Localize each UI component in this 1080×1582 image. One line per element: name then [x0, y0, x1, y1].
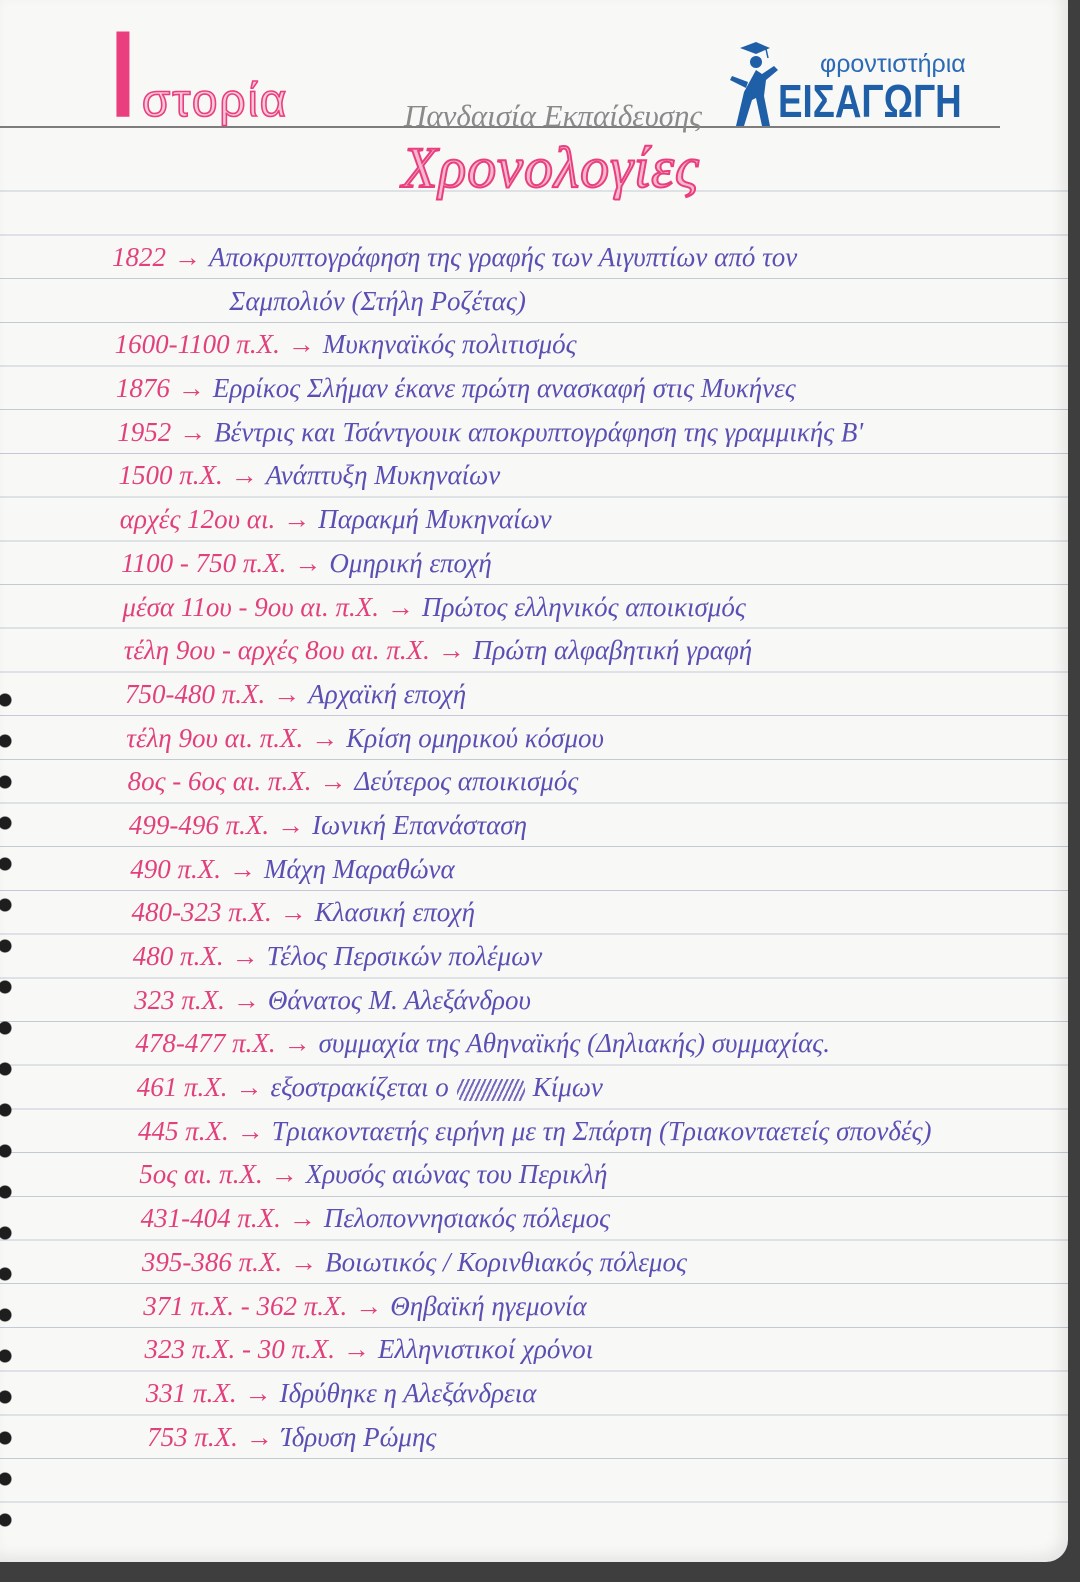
- arrow-icon: →: [277, 809, 305, 840]
- entry-date: μέσα 11ου - 9ου αι. π.Χ.: [122, 591, 380, 622]
- entry-text-after: Κίμων: [532, 1072, 603, 1103]
- entry-text: Θηβαϊκή ηγεμονία: [390, 1290, 587, 1321]
- entry-text: Ιωνική Επανάσταση: [312, 809, 528, 840]
- entry-text: Κλασική εποχή: [314, 897, 475, 928]
- timeline-entry: [0, 498, 1060, 542]
- entry-text: Δεύτερος αποικισμός: [354, 766, 579, 797]
- entry-text: Ίδρυση Ρώμης: [280, 1421, 437, 1452]
- entry-text: Χρυσός αιώνας του Περικλή: [305, 1159, 608, 1190]
- entry-date: τέλη 9ου - αρχές 8ου αι. π.Χ.: [123, 635, 430, 666]
- entry-date: αρχές 12ου αι.: [119, 504, 276, 535]
- timeline-entry: [0, 673, 1060, 717]
- arrow-icon: →: [231, 941, 259, 971]
- arrow-icon: →: [319, 766, 347, 797]
- entry-date: 1952: [117, 416, 172, 447]
- arrow-icon: →: [387, 591, 415, 622]
- arrow-icon: →: [343, 1334, 371, 1365]
- logo-small-text: φροντιστήρια: [820, 50, 966, 78]
- timeline-entry: [0, 760, 1060, 804]
- arrow-icon: →: [294, 547, 322, 578]
- timeline-entry: [0, 717, 1060, 761]
- entry-date: 323 π.Χ.: [134, 984, 225, 1015]
- entry-date: 753 π.Χ.: [147, 1421, 238, 1452]
- timeline-entry: [0, 542, 1060, 586]
- arrow-icon: →: [288, 1203, 316, 1234]
- entry-date: 1822: [112, 242, 166, 272]
- entry-text-continuation: Σαμπολιόν (Στήλη Ροζέτας): [229, 285, 526, 316]
- entry-text: Ανάπτυξη Μυκηναίων: [265, 460, 501, 491]
- entry-date: 750-480 π.Χ.: [125, 678, 266, 709]
- arrow-icon: →: [270, 1159, 298, 1190]
- timeline-entry: [0, 1066, 1060, 1110]
- timeline-entry: [0, 1110, 1060, 1154]
- arrow-icon: →: [290, 1246, 318, 1277]
- entry-text: εξοστρακίζεται ο: [270, 1072, 449, 1103]
- entry-text: Τέλος Περσικών πολέμων: [266, 941, 543, 971]
- timeline-entry: [0, 1372, 1060, 1416]
- timeline-entry: [0, 367, 1060, 411]
- entry-date: 431-404 π.Χ.: [140, 1203, 281, 1234]
- page-subtitle: Χρονολογίες: [402, 135, 700, 200]
- timeline-list: [0, 236, 1060, 1459]
- timeline-entry: [0, 891, 1060, 935]
- entry-text: Ελληνιστικοί χρόνοι: [378, 1334, 594, 1365]
- entry-date: 8ος - 6ος αι. π.Χ.: [127, 766, 312, 797]
- arrow-icon: →: [273, 678, 301, 709]
- entry-date: 499-496 π.Χ.: [128, 809, 270, 840]
- entry-text: συμμαχία της Αθηναϊκής (Δηλιακής) συμμαχίας.: [318, 1028, 830, 1059]
- timeline-entry: [0, 586, 1060, 630]
- timeline-entry: [0, 1197, 1060, 1241]
- entry-text: Αποκρυπτογράφηση της γραφής των Αιγυπτίων από τον: [209, 242, 798, 272]
- arrow-icon: →: [232, 984, 260, 1015]
- entry-text: Πρώτη αλφαβητική γραφή: [472, 635, 753, 666]
- arrow-icon: →: [355, 1290, 383, 1321]
- logo-brand-text: ΕΙΣΑΓΩΓΗ: [778, 75, 962, 127]
- arrow-icon: →: [283, 504, 311, 535]
- arrow-icon: →: [311, 722, 339, 753]
- arrow-icon: →: [230, 460, 258, 491]
- arrow-icon: →: [437, 635, 465, 666]
- entry-date: 480-323 π.Χ.: [131, 897, 272, 928]
- entry-text: Ομηρική εποχή: [329, 547, 492, 578]
- timeline-entry: [0, 848, 1060, 892]
- timeline-entry: [0, 454, 1060, 498]
- entry-text: Μάχη Μαραθώνα: [263, 853, 455, 884]
- entry-date: 478-477 π.Χ.: [135, 1028, 276, 1059]
- arrow-icon: →: [228, 853, 256, 884]
- timeline-entry: [0, 1328, 1060, 1372]
- timeline-entry: [0, 1241, 1060, 1285]
- entry-date: 331 π.Χ.: [145, 1377, 237, 1408]
- arrow-icon: →: [174, 242, 201, 272]
- arrow-icon: →: [279, 897, 307, 928]
- entry-date: 1500 π.Χ.: [118, 460, 223, 491]
- arrow-icon: →: [245, 1421, 273, 1452]
- timeline-entry: [0, 804, 1060, 848]
- entry-text: Τριακονταετής ειρήνη με τη Σπάρτη (Τριακονταετείς σπονδές): [271, 1115, 932, 1146]
- entry-text: Ιδρύθηκε η Αλεξάνδρεια: [279, 1377, 537, 1408]
- entry-text: Παρακμή Μυκηναίων: [318, 504, 552, 535]
- timeline-entry: [0, 1022, 1060, 1066]
- entry-date: 371 π.Χ. - 362 π.Χ.: [143, 1290, 348, 1321]
- timeline-entry: [0, 323, 1060, 367]
- timeline-entry: [0, 1153, 1060, 1197]
- arrow-icon: →: [244, 1377, 272, 1408]
- timeline-entry: [0, 935, 1060, 979]
- arrow-icon: →: [179, 416, 207, 447]
- printed-tagline: Πανδαισία Εκπαίδευσης: [404, 98, 702, 133]
- entry-text: Βοιωτικός / Κορινθιακός πόλεμος: [325, 1246, 687, 1277]
- page-title: Ιστορία: [106, 6, 289, 142]
- timeline-entry: [0, 979, 1060, 1023]
- entry-date: 461 π.Χ.: [136, 1072, 228, 1103]
- entry-date: 5ος αι. π.Χ.: [139, 1159, 263, 1190]
- entry-date: 1100 - 750 π.Χ.: [121, 547, 287, 578]
- timeline-entry: [0, 1416, 1060, 1460]
- entry-date: τέλη 9ου αι. π.Χ.: [126, 722, 304, 753]
- entry-text: Μυκηναϊκός πολιτισμός: [322, 329, 577, 360]
- entry-date: 323 π.Χ. - 30 π.Χ.: [144, 1334, 336, 1365]
- arrow-icon: →: [235, 1072, 263, 1103]
- entry-text: Βέντρις και Τσάντγουικ αποκρυπτογράφηση της γραμμικής Β': [214, 416, 864, 447]
- entry-date: 480 π.Χ.: [132, 941, 224, 971]
- entry-date: 1600-1100 π.Χ.: [114, 329, 280, 360]
- arrow-icon: →: [177, 373, 205, 404]
- entry-text: Αρχαϊκή εποχή: [308, 678, 467, 709]
- entry-date: 445 π.Χ.: [138, 1115, 229, 1146]
- scribble-strikeout: [457, 1079, 525, 1101]
- entry-text: Ερρίκος Σλήμαν έκανε πρώτη ανασκαφή στις Μυκήνες: [212, 373, 796, 404]
- entry-date: 395-386 π.Χ.: [141, 1246, 283, 1277]
- arrow-icon: →: [236, 1115, 264, 1146]
- timeline-entry-continuation: [0, 280, 1060, 324]
- entry-date: 490 π.Χ.: [130, 853, 221, 884]
- timeline-entry: [0, 236, 1060, 280]
- entry-text: Πελοποννησιακός πόλεμος: [323, 1203, 611, 1234]
- binding-holes: [0, 688, 16, 1528]
- entry-text: Θάνατος Μ. Αλεξάνδρου: [267, 984, 531, 1015]
- entry-date: 1876: [115, 373, 170, 404]
- arrow-icon: →: [283, 1028, 311, 1059]
- timeline-entry: [0, 629, 1060, 673]
- entry-text: Πρώτος ελληνικός αποικισμός: [422, 591, 746, 622]
- timeline-entry: [0, 411, 1060, 455]
- timeline-entry: [0, 1285, 1060, 1329]
- arrow-icon: →: [287, 329, 315, 360]
- entry-text: Κρίση ομηρικού κόσμου: [346, 722, 604, 753]
